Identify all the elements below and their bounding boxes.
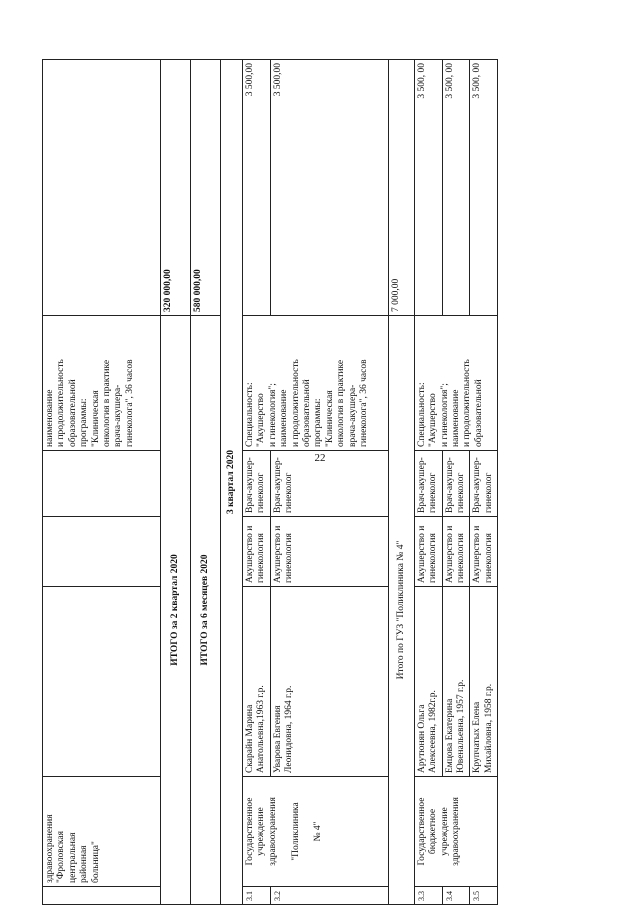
position-cell (442, 451, 470, 517)
program-cell (243, 316, 389, 451)
table-row-total-q2 (161, 60, 191, 905)
rotated-table-area (42, 60, 597, 905)
row-number-cell: 3.4 (442, 887, 470, 905)
position-text: Врач-акушер- гинеколог (416, 457, 439, 513)
table-row (43, 60, 161, 905)
person-text: Арутюнян Ольга Алексеевна, 1982г.р. (416, 690, 439, 773)
table-row-total-6m (191, 60, 221, 905)
person-cell (270, 587, 388, 777)
person-text: Скарайн Марина Анатольевна,1963 г.р. (245, 685, 267, 773)
row-number-cell: 3.3 (414, 887, 442, 905)
program-cell (414, 316, 497, 451)
program-text: наименование и продолжительность образовательной программы: "Клиническая онкология в практике врача-акушера- гинеколога", 36 часов (45, 359, 135, 447)
position-cell (414, 451, 442, 517)
position-text: Врач-акушер- гинеколог (272, 457, 295, 513)
amount-cell: 3 500,00 (243, 60, 271, 316)
row-number-cell: 3.1 (243, 887, 271, 905)
position-cell (270, 451, 388, 517)
row-number-cell (43, 887, 161, 905)
position-cell (243, 451, 271, 517)
training-table (42, 59, 498, 905)
q3-header: 3 квартал 2020 (221, 60, 243, 905)
program-cell (43, 316, 161, 451)
person-text: Крупчатых Елена Михайловна, 1958 г.р. (472, 683, 494, 773)
amount-cell (43, 60, 161, 316)
specialty-cell (43, 517, 161, 587)
total-q2-label: ИТОГО за 2 квартал 2020 (161, 316, 191, 905)
person-cell (43, 587, 161, 777)
row-number-cell: 3.2 (270, 887, 388, 905)
subtotal-label: Итого по ГУЗ "Поликлиника № 4" (388, 316, 414, 905)
program-text: Специальность: "Акушерство и гинекология"; наименование и продолжительность образовательной (416, 359, 484, 447)
table-row-subtotal (388, 60, 414, 905)
specialty-text: Акушерство и гинекология (472, 525, 494, 583)
total-q2-sum: 320 000,00 (161, 60, 191, 316)
table-row (414, 60, 442, 905)
amount-cell: 3 500, 00 (414, 60, 442, 316)
table-row-q3-header (221, 60, 243, 905)
page-number: 22 (314, 452, 326, 464)
position-text: Врач-акушер- гинеколог (245, 457, 267, 513)
specialty-cell (470, 517, 498, 587)
amount-cell: 3 500,00 (270, 60, 388, 316)
table-row (243, 60, 271, 905)
program-text: Специальность: "Акушерство и гинекология"; наименование и продолжительность образовательной программы: "Клиническая онкология в практике врача-акушера- гинеколога", 36 часов (245, 359, 369, 447)
institution-cell (243, 777, 389, 887)
specialty-cell (442, 517, 470, 587)
specialty-text: Акушерство и гинекология (416, 525, 439, 583)
specialty-cell (414, 517, 442, 587)
specialty-cell (270, 517, 388, 587)
position-cell (470, 451, 498, 517)
table-rotated-content (42, 60, 597, 905)
row-number-cell: 3.5 (470, 887, 498, 905)
institution-text: здравоохранения "Фроловская центральная районная больница" (45, 814, 101, 883)
amount-cell: 3 500, 00 (442, 60, 470, 316)
subtotal-sum: 7 000,00 (388, 60, 414, 316)
institution-text: Государственное учреждение здравоохранения "Поликлиника № 4" (245, 797, 324, 866)
institution-cell (414, 777, 497, 887)
total-6m-label: ИТОГО за 6 месяцев 2020 (191, 316, 221, 905)
position-text: Врач-акушер- гинеколог (472, 457, 494, 513)
person-cell (243, 587, 271, 777)
institution-text: Государственное бюджетное учреждение здравоохранения (416, 797, 461, 866)
person-cell (470, 587, 498, 777)
position-text: Врач-акушер- гинеколог (444, 457, 466, 513)
total-6m-sum: 580 000,00 (191, 60, 221, 316)
specialty-text: Акушерство и гинекология (444, 525, 466, 583)
person-cell (442, 587, 470, 777)
institution-cell (43, 777, 161, 887)
person-text: Емцова Екатерина Ювенальевна, 1957 г.р. (444, 679, 466, 773)
amount-cell: 3 500, 00 (470, 60, 498, 316)
specialty-text: Акушерство и гинекология (272, 525, 295, 583)
specialty-text: Акушерство и гинекология (245, 525, 267, 583)
specialty-cell (243, 517, 271, 587)
person-cell (414, 587, 442, 777)
person-text: Уварова Евгения Леонидовна, 1964 г.р. (272, 685, 295, 773)
position-cell (43, 451, 161, 517)
